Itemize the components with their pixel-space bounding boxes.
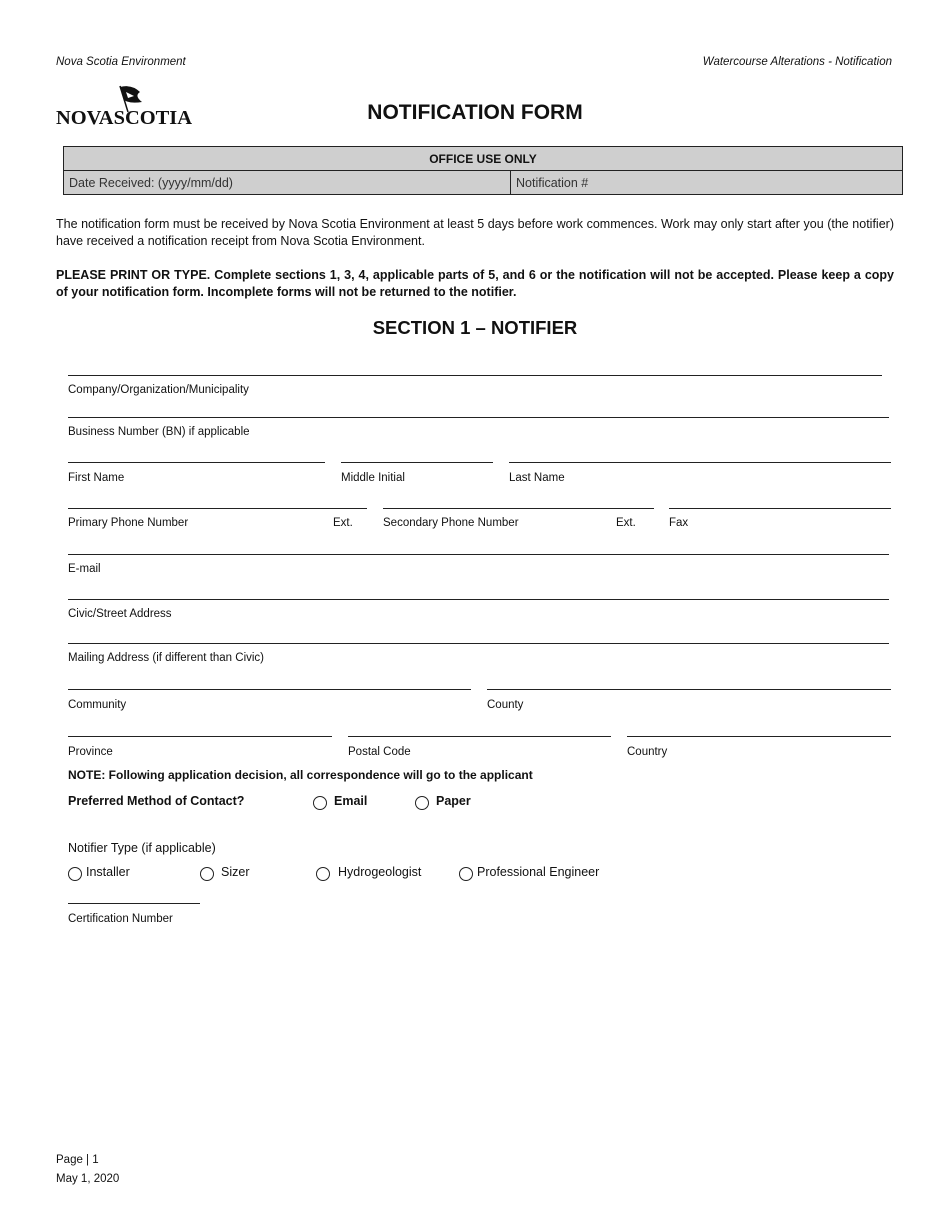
email-label: E-mail bbox=[68, 563, 101, 575]
intro-paragraph: The notification form must be received by Nova Scotia Environment at least 5 days before work commences. Work may only start after you (the notifier) have received a notification receipt from Nova Scotia Environment. bbox=[56, 217, 894, 248]
province-label: Province bbox=[68, 746, 113, 758]
first-name-input[interactable] bbox=[68, 462, 325, 463]
paper-radio[interactable] bbox=[415, 796, 429, 810]
country-label: Country bbox=[627, 746, 668, 758]
instructions-paragraph: PLEASE PRINT OR TYPE. Complete sections 1, 3, 4, applicable parts of 5, and 6 or the notification will not be accepted. Please keep a copy of your notification form. Incomplete forms will not be returned to the notifier. bbox=[56, 268, 894, 299]
office-use-table bbox=[63, 146, 903, 195]
preferred-contact-question: Preferred Method of Contact? bbox=[68, 794, 245, 808]
secondary-phone-input[interactable] bbox=[383, 508, 654, 509]
community-label: Community bbox=[68, 699, 127, 711]
installer-radio-label: Installer bbox=[86, 865, 130, 879]
community-input[interactable] bbox=[68, 689, 471, 690]
county-label: County bbox=[487, 699, 524, 711]
postal-code-label: Postal Code bbox=[348, 746, 411, 758]
province-input[interactable] bbox=[68, 736, 332, 737]
notifier-type-label: Notifier Type (if applicable) bbox=[68, 841, 216, 855]
civic-address-label: Civic/Street Address bbox=[68, 608, 172, 620]
middle-initial-label: Middle Initial bbox=[341, 472, 405, 484]
country-input[interactable] bbox=[627, 736, 891, 737]
date-received-field[interactable]: Date Received: (yyyy/mm/dd) bbox=[64, 171, 511, 195]
primary-phone-label: Primary Phone Number bbox=[68, 517, 189, 529]
professional-engineer-radio[interactable] bbox=[459, 867, 473, 881]
hydrogeologist-radio-label: Hydrogeologist bbox=[338, 865, 422, 879]
certification-number-input[interactable] bbox=[68, 903, 200, 904]
office-use-heading: OFFICE USE ONLY bbox=[64, 147, 903, 171]
last-name-label: Last Name bbox=[509, 472, 565, 484]
county-input[interactable] bbox=[487, 689, 891, 690]
email-input[interactable] bbox=[68, 554, 889, 555]
email-radio[interactable] bbox=[313, 796, 327, 810]
section-title: SECTION 1 – NOTIFIER bbox=[372, 317, 578, 338]
hydrogeologist-radio[interactable] bbox=[316, 867, 330, 881]
sizer-radio-label: Sizer bbox=[221, 865, 250, 879]
secondary-phone-label: Secondary Phone Number bbox=[383, 517, 519, 529]
installer-radio[interactable] bbox=[68, 867, 82, 881]
civic-address-input[interactable] bbox=[68, 599, 889, 600]
fax-input[interactable] bbox=[669, 508, 891, 509]
correspondence-note: NOTE: Following application decision, all correspondence will go to the applicant bbox=[68, 768, 533, 782]
certification-number-label: Certification Number bbox=[68, 913, 173, 925]
primary-phone-input[interactable] bbox=[68, 508, 367, 509]
first-name-label: First Name bbox=[68, 472, 125, 484]
secondary-ext-label: Ext. bbox=[616, 517, 636, 529]
form-title: NOTIFICATION FORM bbox=[367, 101, 583, 124]
business-number-label: Business Number (BN) if applicable bbox=[68, 426, 250, 438]
page-number: Page | 1 bbox=[56, 1154, 99, 1166]
company-input[interactable] bbox=[68, 375, 882, 376]
email-radio-label: Email bbox=[334, 794, 368, 808]
mailing-address-label: Mailing Address (if different than Civic) bbox=[68, 652, 265, 664]
mailing-address-input[interactable] bbox=[68, 643, 889, 644]
svg-text:NOVASCOTIA: NOVASCOTIA bbox=[56, 108, 192, 128]
notification-number-field[interactable]: Notification # bbox=[511, 171, 903, 195]
postal-code-input[interactable] bbox=[348, 736, 611, 737]
paper-radio-label: Paper bbox=[436, 794, 471, 808]
professional-engineer-radio-label: Professional Engineer bbox=[477, 865, 600, 879]
footer-date: May 1, 2020 bbox=[56, 1173, 120, 1185]
last-name-input[interactable] bbox=[509, 462, 891, 463]
company-label: Company/Organization/Municipality bbox=[68, 384, 249, 396]
sizer-radio[interactable] bbox=[200, 867, 214, 881]
header-left: Nova Scotia Environment bbox=[56, 56, 186, 68]
header-right: Watercourse Alterations - Notification bbox=[702, 56, 892, 68]
business-number-input[interactable] bbox=[68, 417, 889, 418]
fax-label: Fax bbox=[669, 517, 689, 529]
middle-initial-input[interactable] bbox=[341, 462, 493, 463]
primary-ext-label: Ext. bbox=[333, 517, 353, 529]
